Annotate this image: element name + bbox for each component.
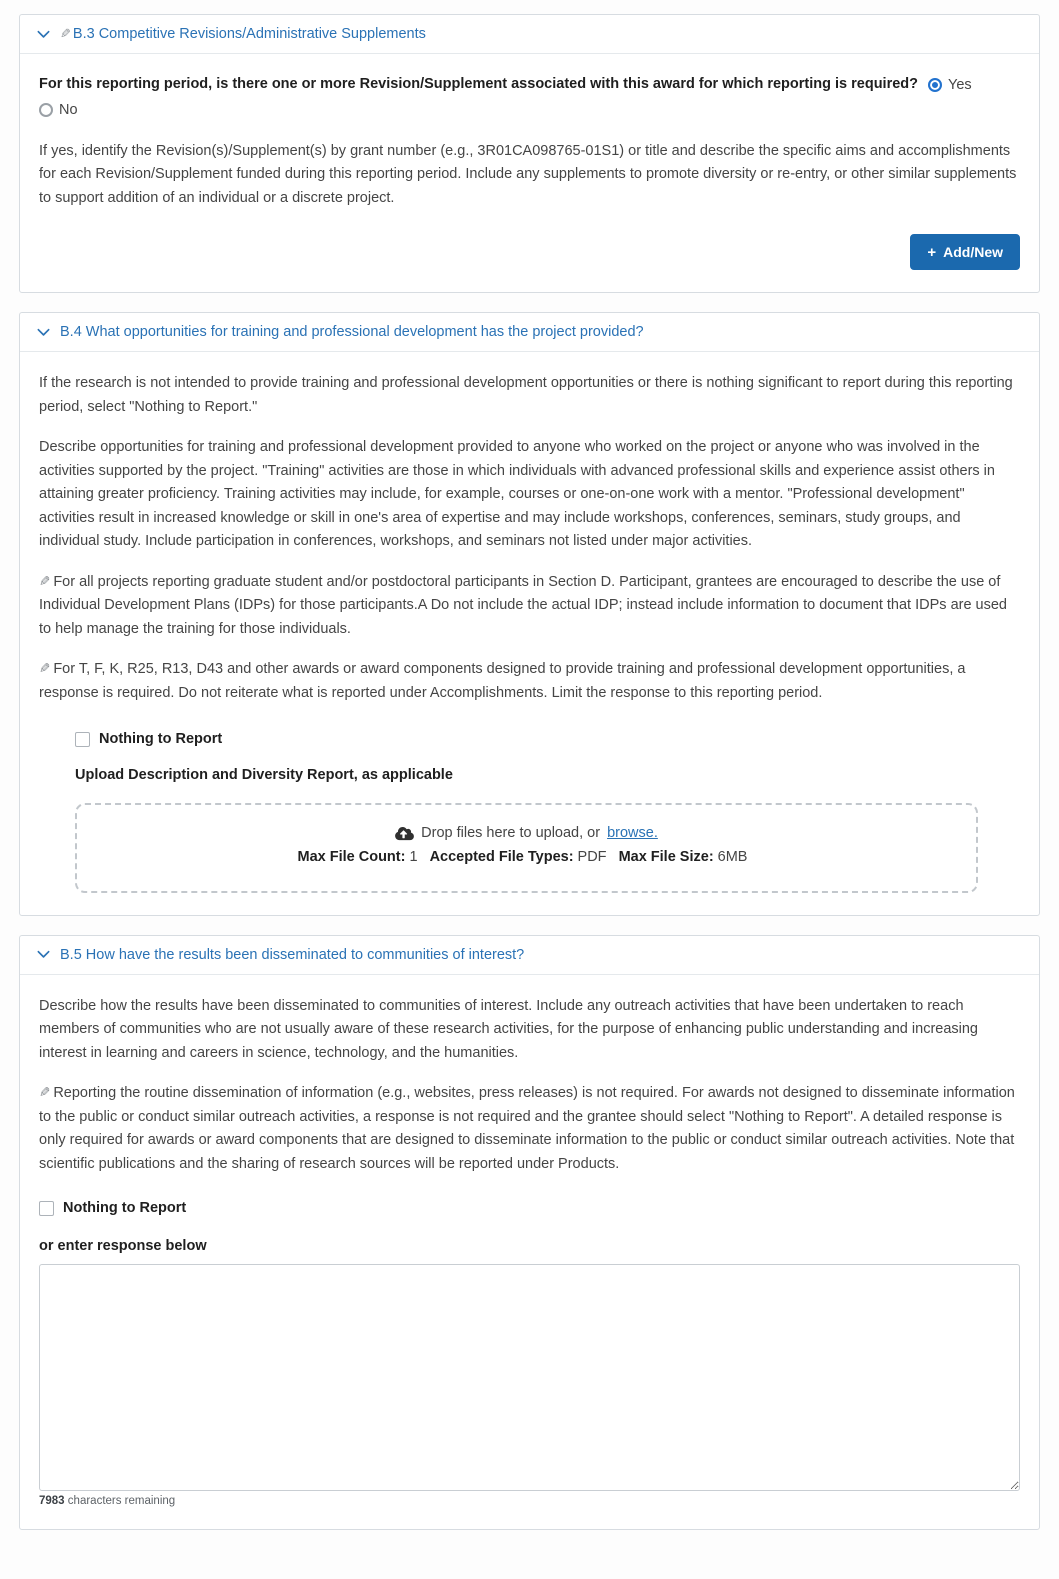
section-b4-card [19,312,1040,916]
section-b5-header[interactable] [20,936,1039,975]
characters-remaining-label: characters remaining [67,1495,176,1508]
reporting-required-question: For this reporting period, is there one or more Revision/Supplement associated with this award for which reporting is required? [39,76,918,92]
nothing-to-report-checkbox[interactable] [39,1201,54,1216]
nothing-to-report-label: Nothing to Report [63,1200,187,1217]
reporting-required-question-row [39,74,1020,118]
pencil-icon: ✎ [39,661,51,677]
dropzone-file-requirements [87,847,966,869]
characters-remaining-value: 7983 [39,1495,65,1508]
section-b5-card [19,935,1040,1530]
section-b4-header[interactable] [20,313,1039,352]
dropzone-prompt-row [87,825,966,841]
pencil-icon: ✎ [39,1085,51,1101]
b4-note-2-text: For T, F, K, R25, R13, D43 and other awards or award components designed to provide training and professional development opportunities, a response is required. Do not reiterate what is reported under Accomplishments. Limit the response to this reporting period. [39,661,966,701]
b3-button-row [39,234,1020,270]
section-b3-card [19,14,1040,293]
dropzone-prompt-text: Drop files here to upload, or [421,825,601,842]
accepted-file-types-value: PDF [577,849,607,866]
b5-note-1-text: Reporting the routine dissemination of information (e.g., websites, press releases) is not required. For awards not designed to disseminate information to the public or conduct similar outreach activities, a response is not required and the grantee should select "Nothing to Report". A detailed response is only required for awards or award components that are designed to disseminate information to the public or conduct similar outreach activities. Note that scientific publications and the sharing of research sources will be reported under Products. [39,1085,1015,1172]
b3-instructions: If yes, identify the Revision(s)/Supplement(s) by grant number (e.g., 3R01CA098765-01S1) or title and describe the specific aims and accomplishments for each Revision/Supplement funded during this reporting period. Include any supplements to promote diversity or re-entry, or other similar supplements to support addition of an individual or a discrete project. [39,142,1017,206]
section-b5-body [20,975,1039,1529]
add-new-button-label: Add/New [943,244,1003,261]
accepted-file-types-label: Accepted File Types: [429,849,574,866]
chevron-down-icon[interactable] [36,947,51,962]
enter-response-label: or enter response below [39,1238,207,1255]
radio-selected-icon[interactable] [928,78,942,92]
radio-unselected-icon[interactable] [39,103,53,117]
b4-nothing-to-report-row [75,731,978,747]
nothing-to-report-label: Nothing to Report [99,731,223,748]
plus-icon: + [927,243,937,261]
section-b4-body [20,352,1039,915]
radio-yes[interactable] [928,77,972,93]
character-counter [39,1495,1020,1507]
max-file-count-label: Max File Count: [297,849,406,866]
nothing-to-report-checkbox[interactable] [75,732,90,747]
b4-paragraph-2: Describe opportunities for training and professional development provided to anyone who worked on the project or anyone who was involved in the activities supported by the project. "Training" activities are those in which individuals with advanced professional skills and experience assist others in attaining greater proficiency. Training activities may include, for example, courses or one-on-one work with a mentor. "Professional development" activities result in increased knowledge or skill in one's area of expertise and may include workshops, conferences, seminars, study groups, and individual study. Include participation in conferences, workshops, and seminars not listed under major activities. [39,439,995,550]
file-dropzone[interactable] [75,803,978,893]
cloud-upload-icon [395,826,414,841]
radio-yes-label: Yes [948,76,972,93]
browse-link[interactable]: browse. [607,825,658,842]
upload-description-label: Upload Description and Diversity Report, as applicable [75,767,453,784]
add-new-button[interactable] [910,234,1020,270]
b4-paragraph-1: If the research is not intended to provide training and professional development opportunities or there is nothing significant to report during this reporting period, select "Nothing to Report." [39,375,1013,415]
max-file-size-value: 6MB [717,849,748,866]
pencil-icon: ✎ [60,26,71,41]
b4-note-1-text: For all projects reporting graduate student and/or postdoctoral participants in Section D. Participant, grantees are encouraged to describe the use of Individual Development Plans (IDPs) for those participants.A Do not include the actual IDP; instead include information to document that IDPs are used to help manage the training for those individuals. [39,573,1007,637]
max-file-size-label: Max File Size: [618,849,714,866]
b5-paragraph-1: Describe how the results have been disseminated to communities of interest. Include any outreach activities that have been undertaken to reach members of communities who are not usually aware of these research activities, for the purpose of enhancing public understanding and increasing interest in learning and careers in science, technology, and the humanities. [39,997,978,1061]
section-b3-header[interactable] [20,15,1039,54]
section-b3-body [20,54,1039,292]
max-file-count-value: 1 [409,849,418,866]
section-b3-title: B.3 Competitive Revisions/Administrative Supplements [72,26,426,42]
b4-note-1 [39,571,1020,641]
radio-no[interactable] [39,102,78,118]
pencil-icon: ✎ [39,573,51,589]
chevron-down-icon[interactable] [36,27,51,42]
b4-upload-block [75,731,978,893]
section-b5-title: B.5 How have the results been disseminated to communities of interest? [60,946,525,963]
response-textarea[interactable] [39,1264,1020,1491]
b5-nothing-to-report-row [39,1200,1020,1216]
b4-note-2 [39,658,1020,705]
chevron-down-icon[interactable] [36,325,51,340]
b5-note-1 [39,1082,1020,1176]
radio-no-label: No [59,101,78,118]
section-b4-title: B.4 What opportunities for training and professional development has the project provided? [60,324,644,341]
